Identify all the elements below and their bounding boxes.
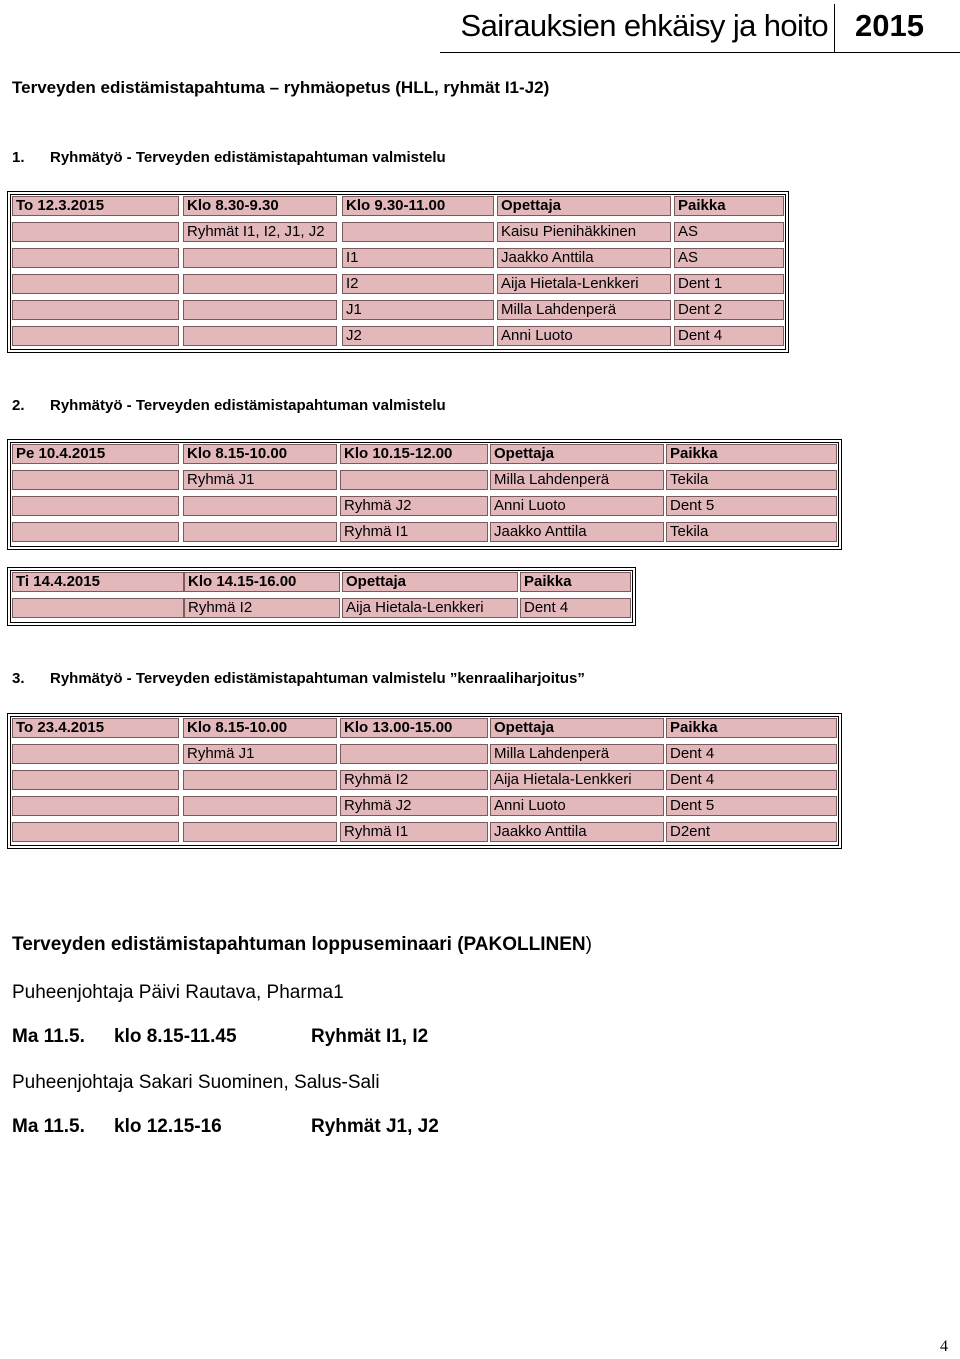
session-chair-1: Puheenjohtaja Päivi Rautava, Pharma1 (12, 982, 344, 1003)
table-cell: Ryhmät I1, I2, J1, J2 (183, 222, 337, 242)
table-cell (183, 770, 337, 790)
table-cell: Ryhmä J1 (183, 744, 337, 764)
table-cell (12, 326, 179, 346)
section-text: Ryhmätyö - Terveyden edistämistapahtuman valmistelu (50, 397, 446, 414)
table-cell (183, 496, 337, 516)
table-cell: Milla Lahdenperä (490, 470, 664, 490)
table-cell: Dent 5 (666, 496, 837, 516)
seminar-title-suffix: ) (585, 934, 592, 955)
table-cell (12, 598, 184, 618)
table-cell (340, 470, 488, 490)
seminar-title (12, 934, 592, 956)
table-header-cell: To 12.3.2015 (12, 196, 179, 216)
table-cell: D2ent (666, 822, 837, 842)
table-cell: J2 (342, 326, 494, 346)
table-cell (183, 326, 337, 346)
table-header-cell: Opettaja (342, 572, 518, 592)
section-heading-1 (12, 149, 446, 166)
table-header-cell: Pe 10.4.2015 (12, 444, 179, 464)
running-header-year: 2015 (855, 8, 924, 43)
table-cell: Ryhmä I2 (184, 598, 340, 618)
table-cell: Jaakko Anttila (490, 822, 664, 842)
table-cell: Ryhmä I2 (340, 770, 488, 790)
table-cell: Tekila (666, 470, 837, 490)
table-cell (12, 274, 179, 294)
table-header-cell: Paikka (666, 444, 837, 464)
table-cell: AS (674, 248, 784, 268)
table-header-cell: Opettaja (497, 196, 671, 216)
session-day-1: Ma 11.5. (12, 1026, 85, 1047)
table-cell: Anni Luoto (497, 326, 671, 346)
table-cell (12, 470, 179, 490)
table-cell: Milla Lahdenperä (490, 744, 664, 764)
header-separator (834, 4, 835, 53)
document-title: Terveyden edistämistapahtuma – ryhmäopetus (HLL, ryhmät I1-J2) (12, 78, 550, 97)
section-number: 3. (12, 670, 25, 687)
table-cell: Jaakko Anttila (497, 248, 671, 268)
table-cell (12, 496, 179, 516)
session-time-1: klo 8.15-11.45 (114, 1026, 237, 1047)
table-cell: Aija Hietala-Lenkkeri (342, 598, 518, 618)
table-cell (342, 222, 494, 242)
section-text: Ryhmätyö - Terveyden edistämistapahtuman valmistelu (50, 149, 446, 166)
table-cell (183, 796, 337, 816)
table-cell: Dent 4 (666, 744, 837, 764)
table-cell: AS (674, 222, 784, 242)
table-header-cell: Klo 8.15-10.00 (183, 718, 337, 738)
table-header-cell: Klo 9.30-11.00 (342, 196, 494, 216)
seminar-title-emphasis: PAKOLLINEN (463, 934, 586, 955)
table-cell: Ryhmä I1 (340, 522, 488, 542)
table-cell: Dent 1 (674, 274, 784, 294)
table-cell: Dent 4 (674, 326, 784, 346)
page-number: 4 (940, 1338, 948, 1355)
table-header-cell: To 23.4.2015 (12, 718, 179, 738)
table-cell: Dent 2 (674, 300, 784, 320)
table-cell: I1 (342, 248, 494, 268)
table-header-cell: Klo 8.15-10.00 (183, 444, 337, 464)
table-header-cell: Klo 10.15-12.00 (340, 444, 488, 464)
table-cell (183, 822, 337, 842)
section-number: 2. (12, 397, 25, 414)
table-cell: Tekila (666, 522, 837, 542)
table-cell: J1 (342, 300, 494, 320)
table-cell (12, 822, 179, 842)
table-header-cell: Ti 14.4.2015 (12, 572, 184, 592)
table-cell: Anni Luoto (490, 496, 664, 516)
table-header-cell: Klo 8.30-9.30 (183, 196, 337, 216)
session-groups-2: Ryhmät J1, J2 (311, 1116, 439, 1137)
table-cell: Kaisu Pienihäkkinen (497, 222, 671, 242)
table-cell: Ryhmä J2 (340, 796, 488, 816)
table-header-cell: Klo 14.15-16.00 (184, 572, 340, 592)
table-cell (12, 248, 179, 268)
seminar-title-prefix: Terveyden edistämistapahtuman loppuseminaari ( (12, 934, 464, 955)
section-heading-2 (12, 397, 446, 414)
table-cell (12, 300, 179, 320)
header-rule (440, 52, 960, 53)
section-text: Ryhmätyö - Terveyden edistämistapahtuman valmistelu ”kenraaliharjoitus” (50, 670, 585, 687)
session-day-2: Ma 11.5. (12, 1116, 85, 1137)
table-cell: Jaakko Anttila (490, 522, 664, 542)
table-cell: Aija Hietala-Lenkkeri (497, 274, 671, 294)
table-cell (183, 522, 337, 542)
table-header-cell: Paikka (674, 196, 784, 216)
table-cell (340, 744, 488, 764)
table-cell: Milla Lahdenperä (497, 300, 671, 320)
table-cell: I2 (342, 274, 494, 294)
session-groups-1: Ryhmät I1, I2 (311, 1026, 429, 1047)
session-chair-2: Puheenjohtaja Sakari Suominen, Salus-Sali (12, 1072, 380, 1093)
session-time-2: klo 12.15-16 (114, 1116, 222, 1137)
table-cell (12, 522, 179, 542)
table-header-cell: Opettaja (490, 444, 664, 464)
table-cell: Anni Luoto (490, 796, 664, 816)
table-cell (12, 744, 179, 764)
section-number: 1. (12, 149, 25, 166)
table-header-cell: Opettaja (490, 718, 664, 738)
table-cell: Ryhmä J1 (183, 470, 337, 490)
table-cell: Aija Hietala-Lenkkeri (490, 770, 664, 790)
table-cell (12, 796, 179, 816)
table-header-cell: Klo 13.00-15.00 (340, 718, 488, 738)
table-cell (183, 300, 337, 320)
table-cell (12, 770, 179, 790)
table-cell: Dent 5 (666, 796, 837, 816)
table-cell (183, 248, 337, 268)
table-cell (12, 222, 179, 242)
table-header-cell: Paikka (520, 572, 631, 592)
table-cell: Dent 4 (520, 598, 631, 618)
table-cell: Ryhmä I1 (340, 822, 488, 842)
table-cell: Dent 4 (666, 770, 837, 790)
table-cell: Ryhmä J2 (340, 496, 488, 516)
table-header-cell: Paikka (666, 718, 837, 738)
table-cell (183, 274, 337, 294)
section-heading-3 (12, 670, 585, 687)
running-header-title: Sairauksien ehkäisy ja hoito (460, 8, 828, 43)
